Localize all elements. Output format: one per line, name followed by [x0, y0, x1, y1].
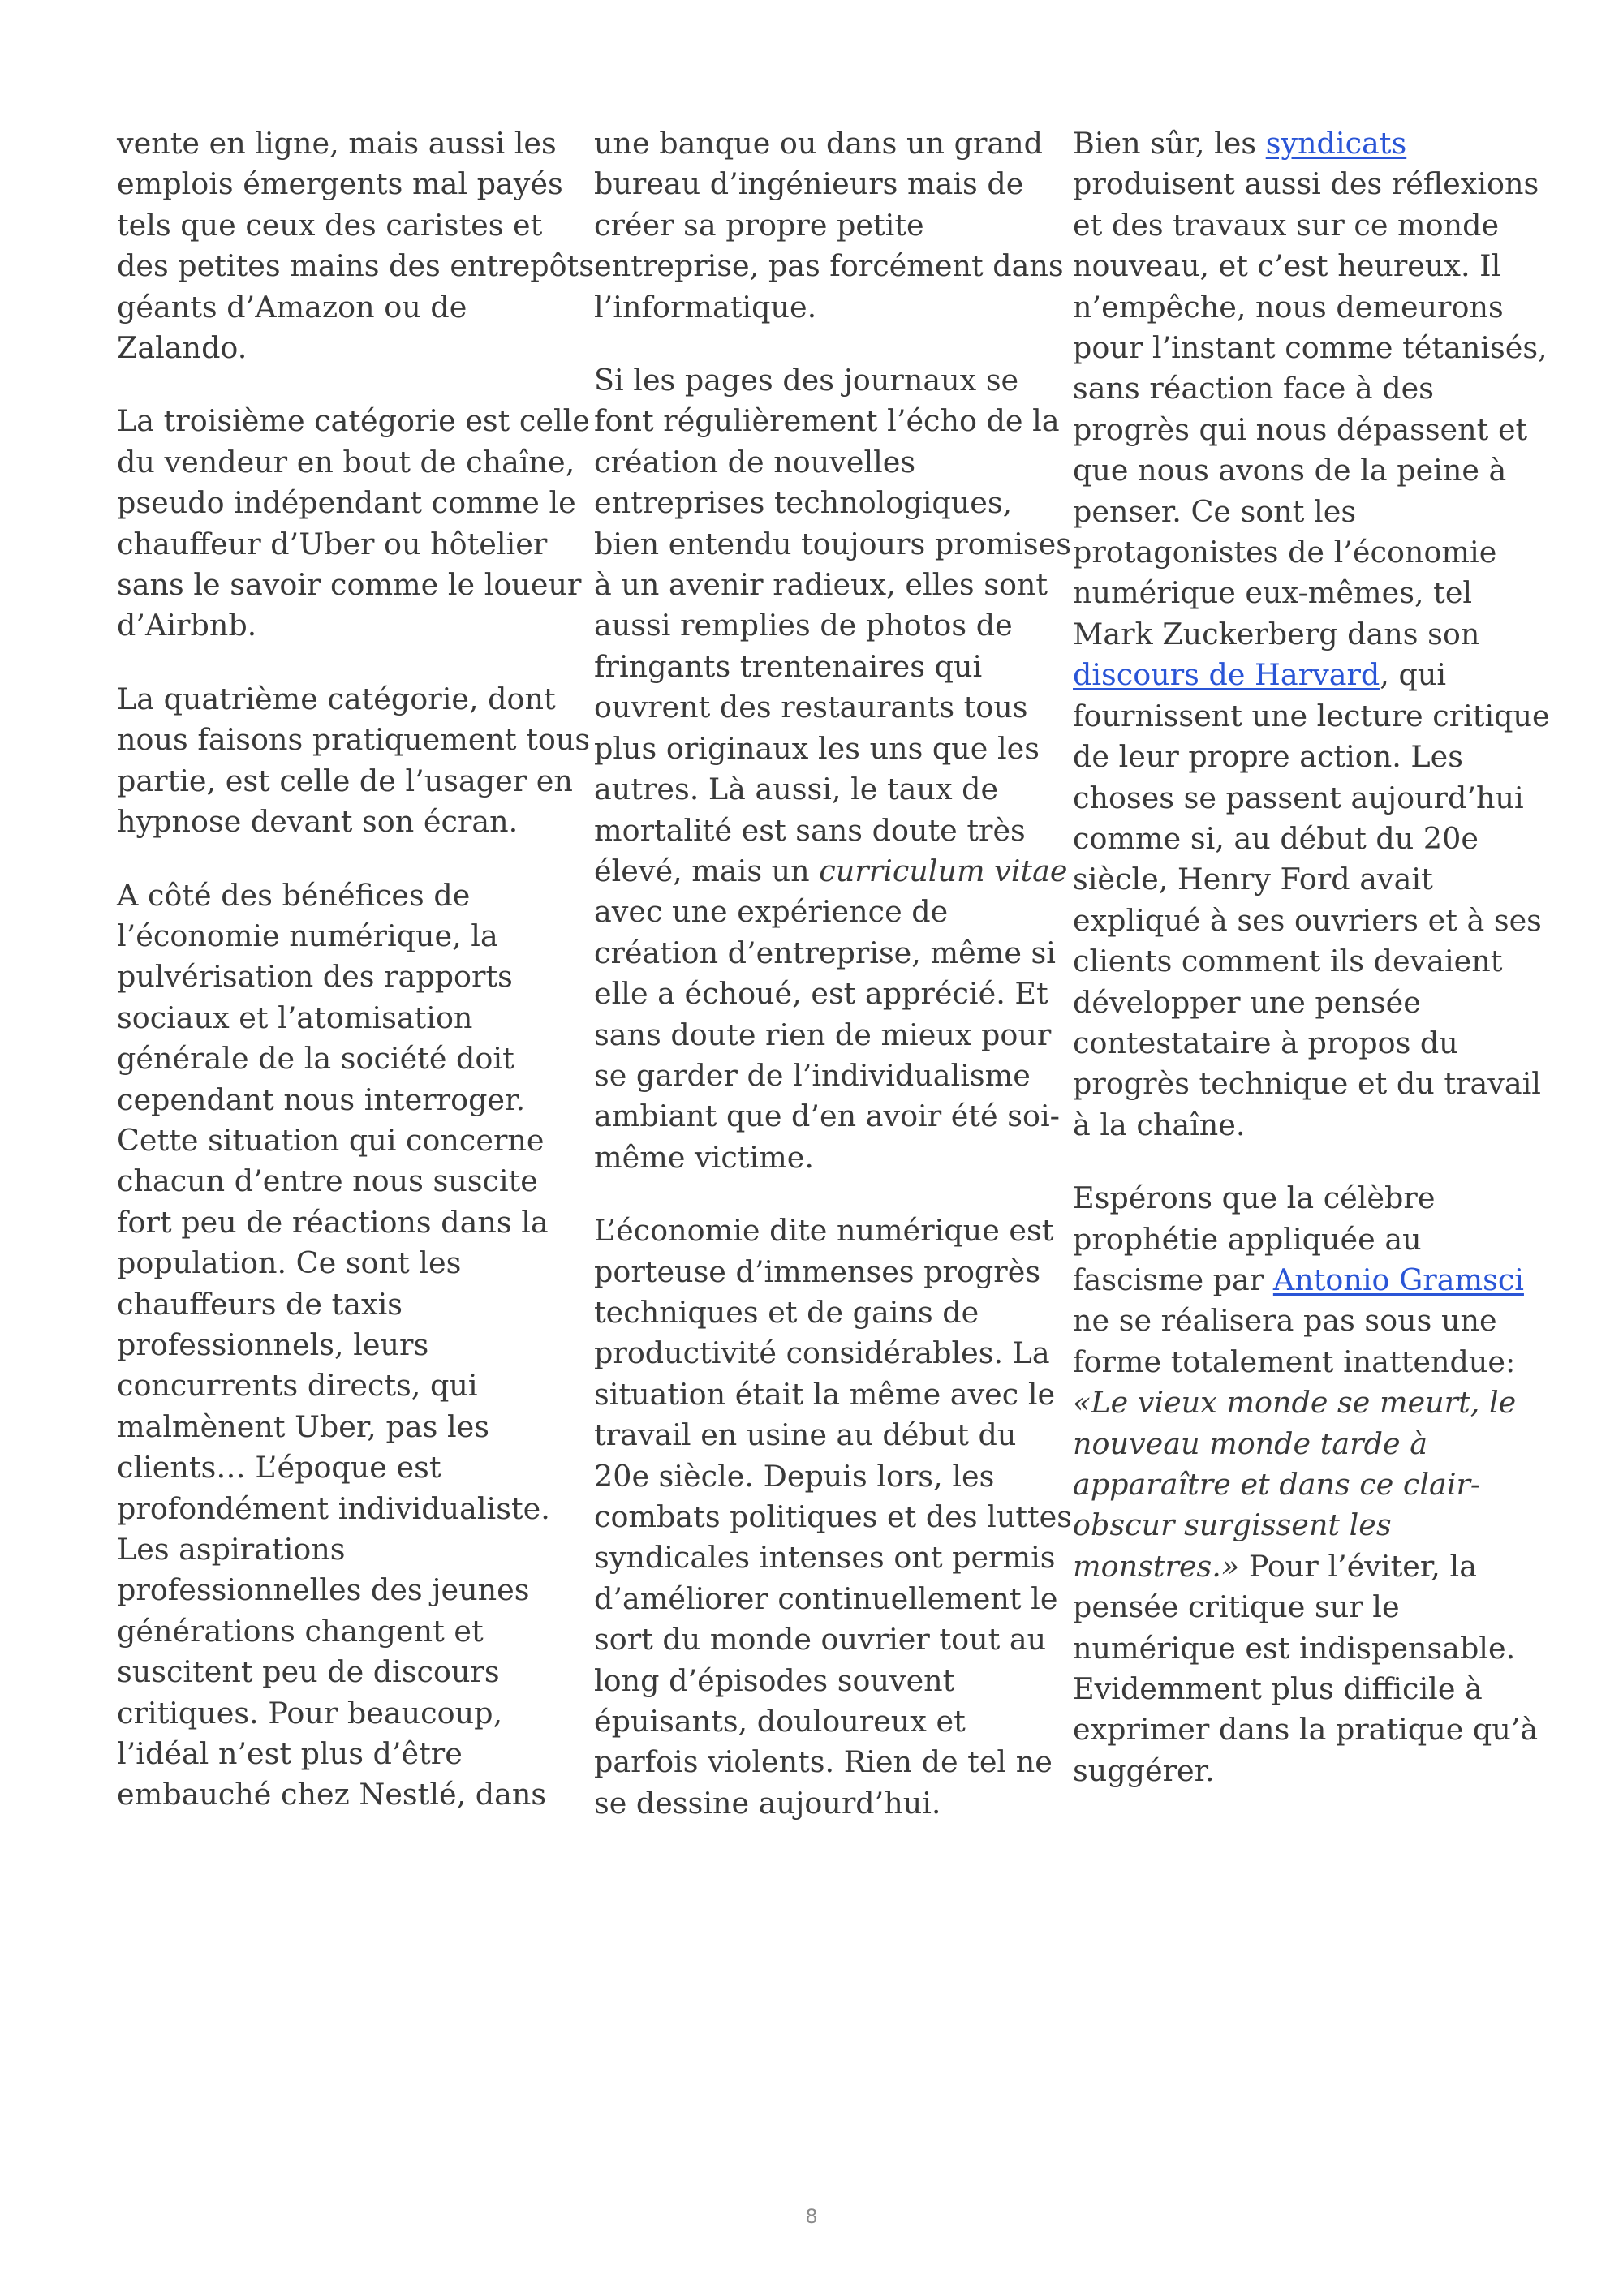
- text-line: nouveau, et c’est heureux. Il: [1073, 248, 1501, 284]
- text-line: porteuse d’immenses progrès: [594, 1253, 1041, 1289]
- text-line: autres. Là aussi, le taux de: [594, 772, 999, 807]
- text-segment: , qui: [1380, 657, 1447, 693]
- text-line: sans le savoir comme le loueur: [117, 567, 582, 603]
- text-line: générale de la société doit: [117, 1041, 514, 1077]
- text-line: Cette situation qui concerne: [117, 1122, 545, 1158]
- text-line: Les aspirations: [117, 1532, 346, 1567]
- paragraph: [594, 360, 1071, 1178]
- text-line: géants d’Amazon ou de: [117, 289, 467, 325]
- text-line: syndicales intenses ont permis: [594, 1540, 1056, 1576]
- text-line: créer sa propre petite: [594, 207, 924, 243]
- text-line: concurrents directs, qui: [117, 1368, 478, 1404]
- text-line: l’économie numérique, la: [117, 918, 498, 953]
- text-line: bien entendu toujours promises: [594, 526, 1071, 561]
- text-line: produisent aussi des réflexions: [1073, 166, 1539, 202]
- text-line: productivité considérables. La: [594, 1335, 1050, 1371]
- text-line: Mark Zuckerberg dans son: [1073, 616, 1480, 651]
- text-line: progrès qui nous dépassent et: [1073, 411, 1528, 447]
- text-line: [594, 851, 1068, 892]
- text-segment: Pour l’éviter, la: [1239, 1548, 1477, 1584]
- text-line: nous faisons pratiquement tous: [117, 722, 591, 758]
- text-line: tels que ceux des caristes et: [117, 207, 543, 243]
- text-line: fournissent une lecture critique: [1073, 698, 1550, 733]
- text-line: population. Ce sont les: [117, 1245, 462, 1281]
- text-line: sociaux et l’atomisation: [117, 1000, 473, 1035]
- page-number: 8: [805, 2205, 818, 2228]
- syndicats-link[interactable]: syndicats: [1265, 126, 1407, 161]
- text-line: développer une pensée: [1073, 984, 1421, 1020]
- text-line: Espérons que la célèbre: [1073, 1180, 1436, 1216]
- text-line: travail en usine au début du: [594, 1417, 1017, 1453]
- text-line: chauffeur d’Uber ou hôtelier: [117, 526, 548, 561]
- antonio-gramsci-link[interactable]: Antonio Gramsci: [1272, 1262, 1524, 1297]
- text-line: suscitent peu de discours: [117, 1654, 500, 1690]
- text-line: pseudo indépendant comme le: [117, 485, 576, 521]
- text-line: des petites mains des entrepôts: [117, 248, 594, 284]
- text-line: même victime.: [594, 1139, 814, 1175]
- text-line: bureau d’ingénieurs mais de: [594, 166, 1024, 202]
- text-column-3: [1073, 123, 1550, 1824]
- text-line: L’économie dite numérique est: [594, 1213, 1054, 1249]
- text-line: Si les pages des journaux se: [594, 363, 1019, 398]
- paragraph: [1073, 1178, 1539, 1791]
- text-line: entreprises technologiques,: [594, 485, 1013, 521]
- text-line: professionnels, leurs: [117, 1326, 429, 1362]
- text-line: contestataire à propos du: [1073, 1025, 1458, 1060]
- text-line: clients comment ils devaient: [1073, 944, 1503, 979]
- text-line: entreprise, pas forcément dans: [594, 248, 1064, 284]
- text-line: partie, est celle de l’usager en: [117, 763, 573, 798]
- paragraph: [117, 123, 594, 368]
- text-line: fringants trentenaires qui: [594, 648, 983, 684]
- text-line: sans réaction face à des: [1073, 371, 1434, 406]
- text-line: embauché chez Nestlé, dans: [117, 1777, 547, 1812]
- discours-de-harvard-link[interactable]: discours de Harvard: [1073, 657, 1380, 693]
- text-segment: fascisme par: [1073, 1262, 1273, 1297]
- text-line: long d’épisodes souvent: [594, 1662, 955, 1698]
- text-line: [1073, 1260, 1527, 1301]
- text-line: clients… L’époque est: [117, 1450, 441, 1486]
- text-line: Evidemment plus difficile à: [1073, 1671, 1483, 1707]
- text-line: hypnose devant son écran.: [117, 804, 519, 840]
- text-line: [1073, 123, 1527, 164]
- text-line: emplois émergents mal payés: [117, 166, 563, 202]
- quote-line: apparaître et dans ce clair-: [1073, 1467, 1481, 1502]
- text-line: siècle, Henry Ford avait: [1073, 862, 1433, 897]
- text-line: La troisième catégorie est celle: [117, 403, 590, 439]
- text-line: d’améliorer continuellement le: [594, 1580, 1058, 1616]
- text-line: chauffeurs de taxis: [117, 1286, 403, 1322]
- text-line: exprimer dans la pratique qu’à: [1073, 1712, 1539, 1748]
- text-line: générations changent et: [117, 1613, 484, 1649]
- text-line: elle a échoué, est apprécié. Et: [594, 976, 1048, 1012]
- text-line: vente en ligne, mais aussi les: [117, 126, 557, 161]
- text-line: forme totalement inattendue:: [1073, 1344, 1516, 1379]
- text-line: techniques et de gains de: [594, 1294, 979, 1330]
- text-line: une banque ou dans un grand: [594, 126, 1044, 161]
- text-line: sort du monde ouvrier tout au: [594, 1622, 1047, 1658]
- text-line: épuisants, douloureux et: [594, 1704, 966, 1739]
- quote-line: nouveau monde tarde à: [1073, 1425, 1427, 1461]
- quote-line: obscur surgissent les: [1073, 1507, 1392, 1543]
- text-line: malmènent Uber, pas les: [117, 1408, 489, 1444]
- quote-end: monstres.»: [1073, 1548, 1240, 1584]
- text-line: l’informatique.: [594, 289, 817, 325]
- text-line: expliqué à ses ouvriers et à ses: [1073, 902, 1542, 938]
- text-line: La quatrième catégorie, dont: [117, 681, 556, 716]
- text-line: parfois violents. Rien de tel ne: [594, 1744, 1053, 1780]
- paragraph: [117, 401, 590, 646]
- text-line: se garder de l’individualisme: [594, 1057, 1031, 1093]
- text-line: 20e siècle. Depuis lors, les: [594, 1458, 995, 1494]
- text-line: suggérer.: [1073, 1752, 1215, 1788]
- text-line: de leur propre action. Les: [1073, 739, 1464, 775]
- text-line: d’Airbnb.: [117, 608, 257, 643]
- text-line: penser. Ce sont les: [1073, 493, 1357, 529]
- text-line: comme si, au début du 20e: [1073, 820, 1479, 856]
- text-segment: élevé, mais un: [594, 853, 820, 888]
- text-line: combats politiques et des luttes: [594, 1499, 1073, 1534]
- text-line: que nous avons de la peine à: [1073, 453, 1507, 488]
- text-line: n’empêche, nous demeurons: [1073, 289, 1504, 325]
- text-line: et des travaux sur ce monde: [1073, 207, 1500, 243]
- text-line: pulvérisation des rapports: [117, 959, 513, 995]
- text-line: professionnelles des jeunes: [117, 1572, 530, 1608]
- text-line: choses se passent aujourd’hui: [1073, 780, 1524, 815]
- paragraph: [1073, 123, 1550, 1146]
- paragraph: [594, 1210, 1073, 1824]
- text-line: cependant nous interroger.: [117, 1081, 526, 1117]
- text-line: numérique est indispensable.: [1073, 1630, 1516, 1666]
- paragraph: [594, 123, 1064, 328]
- text-line: [1073, 655, 1527, 695]
- paragraph: [117, 679, 591, 843]
- paragraph: [117, 875, 571, 1816]
- text-line: sans doute rien de mieux pour: [594, 1017, 1052, 1052]
- text-line: A côté des bénéfices de: [117, 877, 471, 913]
- text-line: aussi remplies de photos de: [594, 608, 1013, 643]
- text-line: création d’entreprise, même si: [594, 935, 1056, 970]
- text-line: progrès technique et du travail: [1073, 1066, 1541, 1102]
- text-line: avec une expérience de: [594, 894, 949, 930]
- text-line: à un avenir radieux, elles sont: [594, 567, 1048, 603]
- text-line: fort peu de réactions dans la: [117, 1204, 549, 1240]
- text-column-1: [117, 123, 594, 1848]
- text-line: plus originaux les uns que les: [594, 730, 1040, 766]
- text-segment: Bien sûr, les: [1073, 126, 1266, 161]
- text-line: mortalité est sans doute très: [594, 812, 1026, 848]
- text-line: se dessine aujourd’hui.: [594, 1785, 941, 1821]
- text-line: du vendeur en bout de chaîne,: [117, 444, 575, 479]
- text-line: numérique eux-mêmes, tel: [1073, 575, 1473, 611]
- text-line: à la chaîne.: [1073, 1107, 1246, 1142]
- text-line: protagonistes de l’économie: [1073, 535, 1497, 570]
- quote-line: «Le vieux monde se meurt, le: [1073, 1385, 1517, 1421]
- text-line: ambiant que d’en avoir été soi-: [594, 1099, 1060, 1134]
- text-line: chacun d’entre nous suscite: [117, 1163, 538, 1199]
- text-line: pour l’instant comme tétanisés,: [1073, 330, 1548, 366]
- text-line: Zalando.: [117, 330, 248, 366]
- text-line: prophétie appliquée au: [1073, 1221, 1422, 1257]
- text-line: l’idéal n’est plus d’être: [117, 1736, 463, 1772]
- text-line: critiques. Pour beaucoup,: [117, 1695, 503, 1731]
- text-line: font régulièrement l’écho de la: [594, 403, 1060, 439]
- text-line: ne se réalisera pas sous une: [1073, 1303, 1497, 1339]
- text-line: [1073, 1546, 1527, 1587]
- italic-text: curriculum vitae: [819, 853, 1068, 888]
- text-line: ouvrent des restaurants tous: [594, 690, 1028, 725]
- text-line: création de nouvelles: [594, 444, 916, 479]
- text-line: profondément individualiste.: [117, 1490, 550, 1526]
- text-line: pensée critique sur le: [1073, 1589, 1400, 1625]
- text-column-2: [594, 123, 1073, 1856]
- text-line: situation était la même avec le: [594, 1376, 1056, 1412]
